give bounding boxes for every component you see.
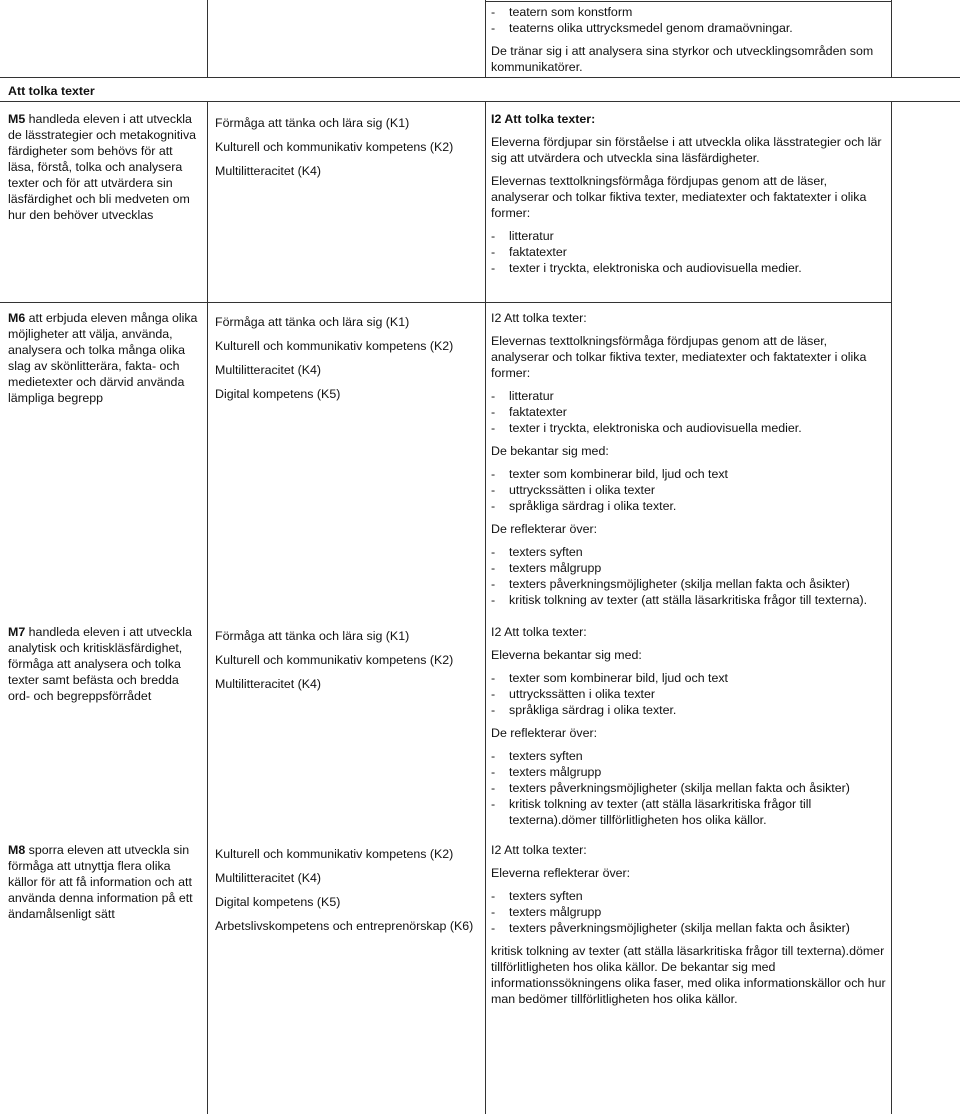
list-item: - faktatexter — [491, 404, 887, 420]
content-label: De reflekterar över: — [491, 522, 598, 536]
competence-item: Kulturell och kommunikativ kompetens (K2) — [215, 140, 454, 154]
section-title: Att tolka texter — [8, 84, 95, 98]
list-item: - texters syften — [491, 748, 831, 764]
content-heading: I2 Att tolka texter: — [491, 311, 587, 325]
right-border — [891, 0, 892, 78]
competence-item: Arbetslivskompetens och entreprenörskap (K6) — [215, 919, 474, 933]
competence-item: Multilitteracitet (K4) — [215, 363, 322, 377]
goal-cell-m5 — [8, 111, 202, 223]
right-border-body — [891, 101, 892, 1114]
competence-cell-m5 — [215, 111, 481, 183]
goal-code: M5 — [8, 112, 26, 126]
goal-text: sporra eleven att utveckla sin förmåga att utnyttja flera olika källor för att få information och att använda denna information på ett ändamålsenligt sätt — [8, 843, 193, 921]
list-item: - texter i tryckta, elektroniska och audiovisuella medier. — [491, 420, 887, 436]
content-paragraph: Elevernas texttolkningsförmåga fördjupas genom att de läser, analyserar och tolkar fiktiva texter, mediatexter och faktatexter i olika former: — [491, 334, 867, 380]
content-list — [491, 888, 887, 936]
content-label: Eleverna reflekterar över: — [491, 866, 631, 880]
content-heading: I2 Att tolka texter: — [491, 625, 587, 639]
goal-cell-m8 — [8, 842, 202, 922]
section-header-bottom-border — [0, 101, 960, 102]
content-list — [491, 670, 887, 718]
top-content-cell — [491, 4, 887, 75]
content-list — [491, 544, 887, 608]
competence-item: Multilitteracitet (K4) — [215, 677, 322, 691]
competence-item: Multilitteracitet (K4) — [215, 871, 322, 885]
competence-item: Förmåga att tänka och lära sig (K1) — [215, 629, 410, 643]
list-item: - texter som kombinerar bild, ljud och text — [491, 466, 887, 482]
list-item: - texters påverkningsmöjligheter (skilja mellan fakta och åsikter) — [491, 576, 887, 592]
goal-cell-m7 — [8, 624, 202, 704]
competence-item: Kulturell och kommunikativ kompetens (K2) — [215, 653, 454, 667]
competence-cell-m8 — [215, 842, 483, 938]
list-item: - kritisk tolkning av texter (att ställa läsarkritiska frågor till texterna). — [491, 592, 887, 608]
competence-item: Förmåga att tänka och lära sig (K1) — [215, 116, 410, 130]
content-list — [491, 388, 887, 436]
content-list — [491, 748, 850, 828]
content-cell-m7 — [491, 624, 887, 828]
competence-cell-m7 — [215, 624, 481, 696]
section-header-top-border — [0, 77, 960, 78]
competence-item: Kulturell och kommunikativ kompetens (K2) — [215, 339, 454, 353]
list-item: - texters syften — [491, 544, 887, 560]
list-item: - litteratur — [491, 228, 887, 244]
competence-item: Multilitteracitet (K4) — [215, 164, 322, 178]
competence-item: Kulturell och kommunikativ kompetens (K2) — [215, 847, 454, 861]
goal-text: handleda eleven i att utveckla de lässtrategier och metakognitiva färdigheter som behövs för att läsa, förstå, tolka och analysera texter och för att utvärdera sin läsfärdighet och bli medveten om hur den behöver utvecklas — [8, 112, 197, 222]
content-label: De reflekterar över: — [491, 726, 598, 740]
competence-item: Digital kompetens (K5) — [215, 387, 341, 401]
list-item: - texters påverkningsmöjligheter (skilja mellan fakta och åsikter) — [491, 920, 887, 936]
list-item: - texters målgrupp — [491, 904, 887, 920]
top-list — [491, 4, 887, 36]
list-item: - teaterns olika uttrycksmedel genom dramaövningar. — [491, 20, 887, 36]
list-item: - kritisk tolkning av texter (att ställa läsarkritiska frågor till texterna).dömer tillförlitligheten hos olika källor. — [491, 796, 831, 828]
content-list — [491, 228, 887, 276]
list-item: - språkliga särdrag i olika texter. — [491, 498, 887, 514]
list-item: - texters målgrupp — [491, 764, 831, 780]
list-item: - faktatexter — [491, 244, 887, 260]
content-cell-m5 — [491, 111, 887, 276]
list-item: - texters målgrupp — [491, 560, 887, 576]
content-list — [491, 466, 887, 514]
goal-code: M6 — [8, 311, 26, 325]
goal-text: att erbjuda eleven många olika möjligheter att välja, använda, analysera och tolka många olika slag av skönlitterära, fakta- och medietexter och därvid använda lämpliga begrepp — [8, 311, 198, 405]
list-item: - uttryckssätten i olika texter — [491, 482, 887, 498]
list-item: - texters syften — [491, 888, 887, 904]
content-cell-m6 — [491, 310, 887, 608]
list-item: - texter som kombinerar bild, ljud och text — [491, 670, 887, 686]
column-divider-1 — [207, 0, 208, 78]
list-item: - språkliga särdrag i olika texter. — [491, 702, 887, 718]
goal-code: M7 — [8, 625, 26, 639]
goal-cell-m6 — [8, 310, 202, 406]
list-item: - texter i tryckta, elektroniska och audiovisuella medier. — [491, 260, 887, 276]
content-cell-m8 — [491, 842, 887, 1007]
row-m5-bottom-border — [0, 302, 891, 303]
list-item: - texters påverkningsmöjligheter (skilja mellan fakta och åsikter) — [491, 780, 909, 796]
goal-text: handleda eleven i att utveckla analytisk och kritiskläsfärdighet, förmåga att analysera och tolka texter samt befästa och bredda ord- och begreppsförrådet — [8, 625, 192, 703]
competence-cell-m6 — [215, 310, 481, 406]
list-item: - teatern som konstform — [491, 4, 887, 20]
competence-item: Förmåga att tänka och lära sig (K1) — [215, 315, 410, 329]
list-item: - litteratur — [491, 388, 887, 404]
column-divider-2 — [485, 0, 486, 78]
top-border — [485, 1, 891, 2]
content-label: De bekantar sig med: — [491, 444, 609, 458]
list-item: - uttryckssätten i olika texter — [491, 686, 887, 702]
content-paragraph: Elevernas texttolkningsförmåga fördjupas genom att de läser, analyserar och tolkar fiktiva texter, mediatexter och faktatexter i olika former: — [491, 174, 867, 220]
top-note: De tränar sig i att analysera sina styrkor och utvecklingsområden som kommunikatörer. — [491, 44, 874, 74]
goal-code: M8 — [8, 843, 26, 857]
content-paragraph: kritisk tolkning av texter (att ställa läsarkritiska frågor till texterna).dömer tillförlitligheten hos olika källor. De bekantar sig med informationssökningens olika faser, med olika informationskällor och hur man bedömer tillförlitligheten hos olika källor. — [491, 944, 886, 1006]
content-label: Eleverna bekantar sig med: — [491, 648, 642, 662]
column-divider-2-body — [485, 101, 486, 1114]
competence-item: Digital kompetens (K5) — [215, 895, 341, 909]
content-heading: I2 Att tolka texter: — [491, 112, 596, 126]
column-divider-1-body — [207, 101, 208, 1114]
content-heading: I2 Att tolka texter: — [491, 843, 587, 857]
content-paragraph: Eleverna fördjupar sin förståelse i att utveckla olika lässtrategier och lär sig att utvärdera och utveckla sina läsfärdigheter. — [491, 135, 882, 165]
